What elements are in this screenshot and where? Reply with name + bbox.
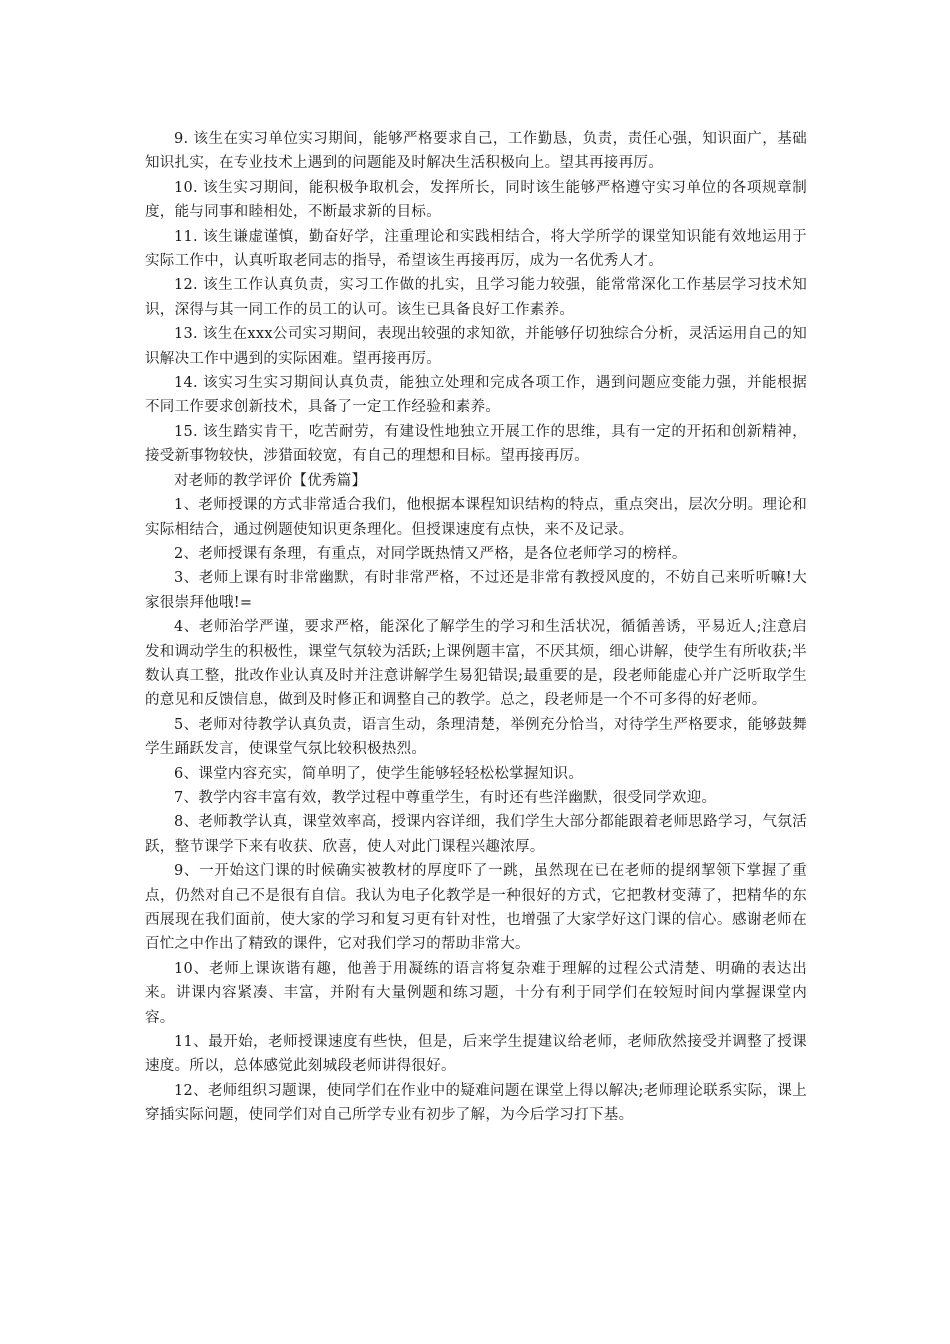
paragraph-item-15: 15. 该生踏实肯干，吃苦耐劳，有建设性地独立开展工作的思维，具有一定的开拓和创新精神，接受新事物较快，涉猎面较宽，有自己的理想和目标。望再接再厉。	[145, 423, 807, 465]
section-heading: 对老师的教学评价【优秀篇】	[174, 472, 367, 489]
evaluation-item-4: 4、老师治学严谨，要求严格，能深化了解学生的学习和生活状况，循循善诱，平易近人;注意启发和调动学生的积极性，课堂气氛较为活跃;上课例题丰富，不厌其烦，细心讲解，使学生有所收获;半数认真工整，批改作业认真及时并注意讲解学生易犯错误;最重要的是，段老师能虚心并广泛听取学生的意见和反馈信息，做到及时修正和调整自己的教学。总之，段老师是一个不可多得的好老师。	[145, 619, 807, 709]
evaluation-item-9: 9、一开始这门课的时候确实被教材的厚度吓了一跳，虽然现在已在老师的提纲挈领下掌握了重点，仍然对自己不是很有自信。我认为电子化教学是一种很好的方式，它把教材变薄了，把精华的东西展现在我们面前，使大家的学习和复习更有针对性，也增强了大家学好这门课的信心。感谢老师在百忙之中作出了精致的课件，它对我们学习的帮助非常大。	[145, 863, 807, 953]
evaluation-item-2: 2、老师授课有条理，有重点，对同学既热情又严格，是各位老师学习的榜样。	[174, 545, 687, 562]
evaluation-item-7: 7、教学内容丰富有效，教学过程中尊重学生，有时还有些洋幽默，很受同学欢迎。	[174, 789, 717, 806]
evaluation-item-12: 12、老师组织习题课，使同学们在作业中的疑难问题在课堂上得以解决;老师理论联系实际，课上穿插实际问题，使同学们对自己所学专业有初步了解，为今后学习打下基。	[145, 1082, 807, 1124]
evaluation-item-6: 6、课堂内容充实，简单明了，使学生能够轻轻松松掌握知识。	[174, 765, 584, 782]
paragraph-item-11: 11. 该生谦虚谨慎，勤奋好学，注重理论和实践相结合，将大学所学的课堂知识能有效地运用于实际工作中，认真听取老同志的指导，希望该生再接再厉，成为一名优秀人才。	[145, 228, 807, 270]
paragraph-item-14: 14. 该实习生实习期间认真负责，能独立处理和完成各项工作，遇到问题应变能力强，并能根据不同工作要求创新技术，具备了一定工作经验和素养。	[145, 375, 807, 416]
paragraph-item-13: 13. 该生在xxx公司实习期间，表现出较强的求知欲，并能够仔切独综合分析，灵活运用自己的知识解决工作中遇到的实际困难。望再接再厉。	[145, 326, 807, 367]
evaluation-item-11: 11、最开始，老师授课速度有些快，但是，后来学生提建议给老师，老师欣然接受并调整了授课速度。所以，总体感觉此刻城段老师讲得很好。	[145, 1034, 807, 1075]
evaluation-item-5: 5、老师对待教学认真负责，语言生动，条理清楚，举例充分恰当，对待学生严格要求，能够鼓舞学生踊跃发言，使课堂气氛比较积极热烈。	[145, 716, 807, 758]
evaluation-item-1: 1、老师授课的方式非常适合我们，他根据本课程知识结构的特点，重点突出，层次分明。理论和实际相结合，通过例题使知识更条理化。但授课速度有点快，来不及记录。	[145, 497, 807, 538]
evaluation-item-3: 3、老师上课有时非常幽默，有时非常严格，不过还是非常有教授风度的，不妨自己来听听嘛!大家很崇拜他哦!=	[145, 570, 807, 611]
paragraph-item-10: 10. 该生实习期间，能积极争取机会，发挥所长，同时该生能够严格遵守实习单位的各项规章制度，能与同事和睦相处，不断最求新的目标。	[145, 179, 807, 221]
paragraph-item-9: 9. 该生在实习单位实习期间，能够严格要求自己，工作勤恳，负责，责任心强，知识面广，基础知识扎实，在专业技术上遇到的问题能及时解决生活积极向上。望其再接再厉。	[145, 131, 807, 172]
paragraph-item-12: 12. 该生工作认真负责，实习工作做的扎实，且学习能力较强，能常常深化工作基层学习技术知识，深得与其一同工作的员工的认可。该生已具备良好工作素养。	[145, 277, 807, 318]
document-body	[145, 127, 807, 1128]
evaluation-item-8: 8、老师教学认真，课堂效率高，授课内容详细，我们学生大部分都能跟着老师思路学习，气氛活跃，整节课学下来有收获、欣喜，使人对此门课程兴趣浓厚。	[145, 814, 807, 855]
evaluation-item-10: 10、老师上课诙谐有趣，他善于用凝练的语言将复杂难于理解的过程公式清楚、明确的表达出来。讲课内容紧凑、丰富，并附有大量例题和练习题，十分有利于同学们在较短时间内掌握课堂内容。	[145, 960, 807, 1026]
